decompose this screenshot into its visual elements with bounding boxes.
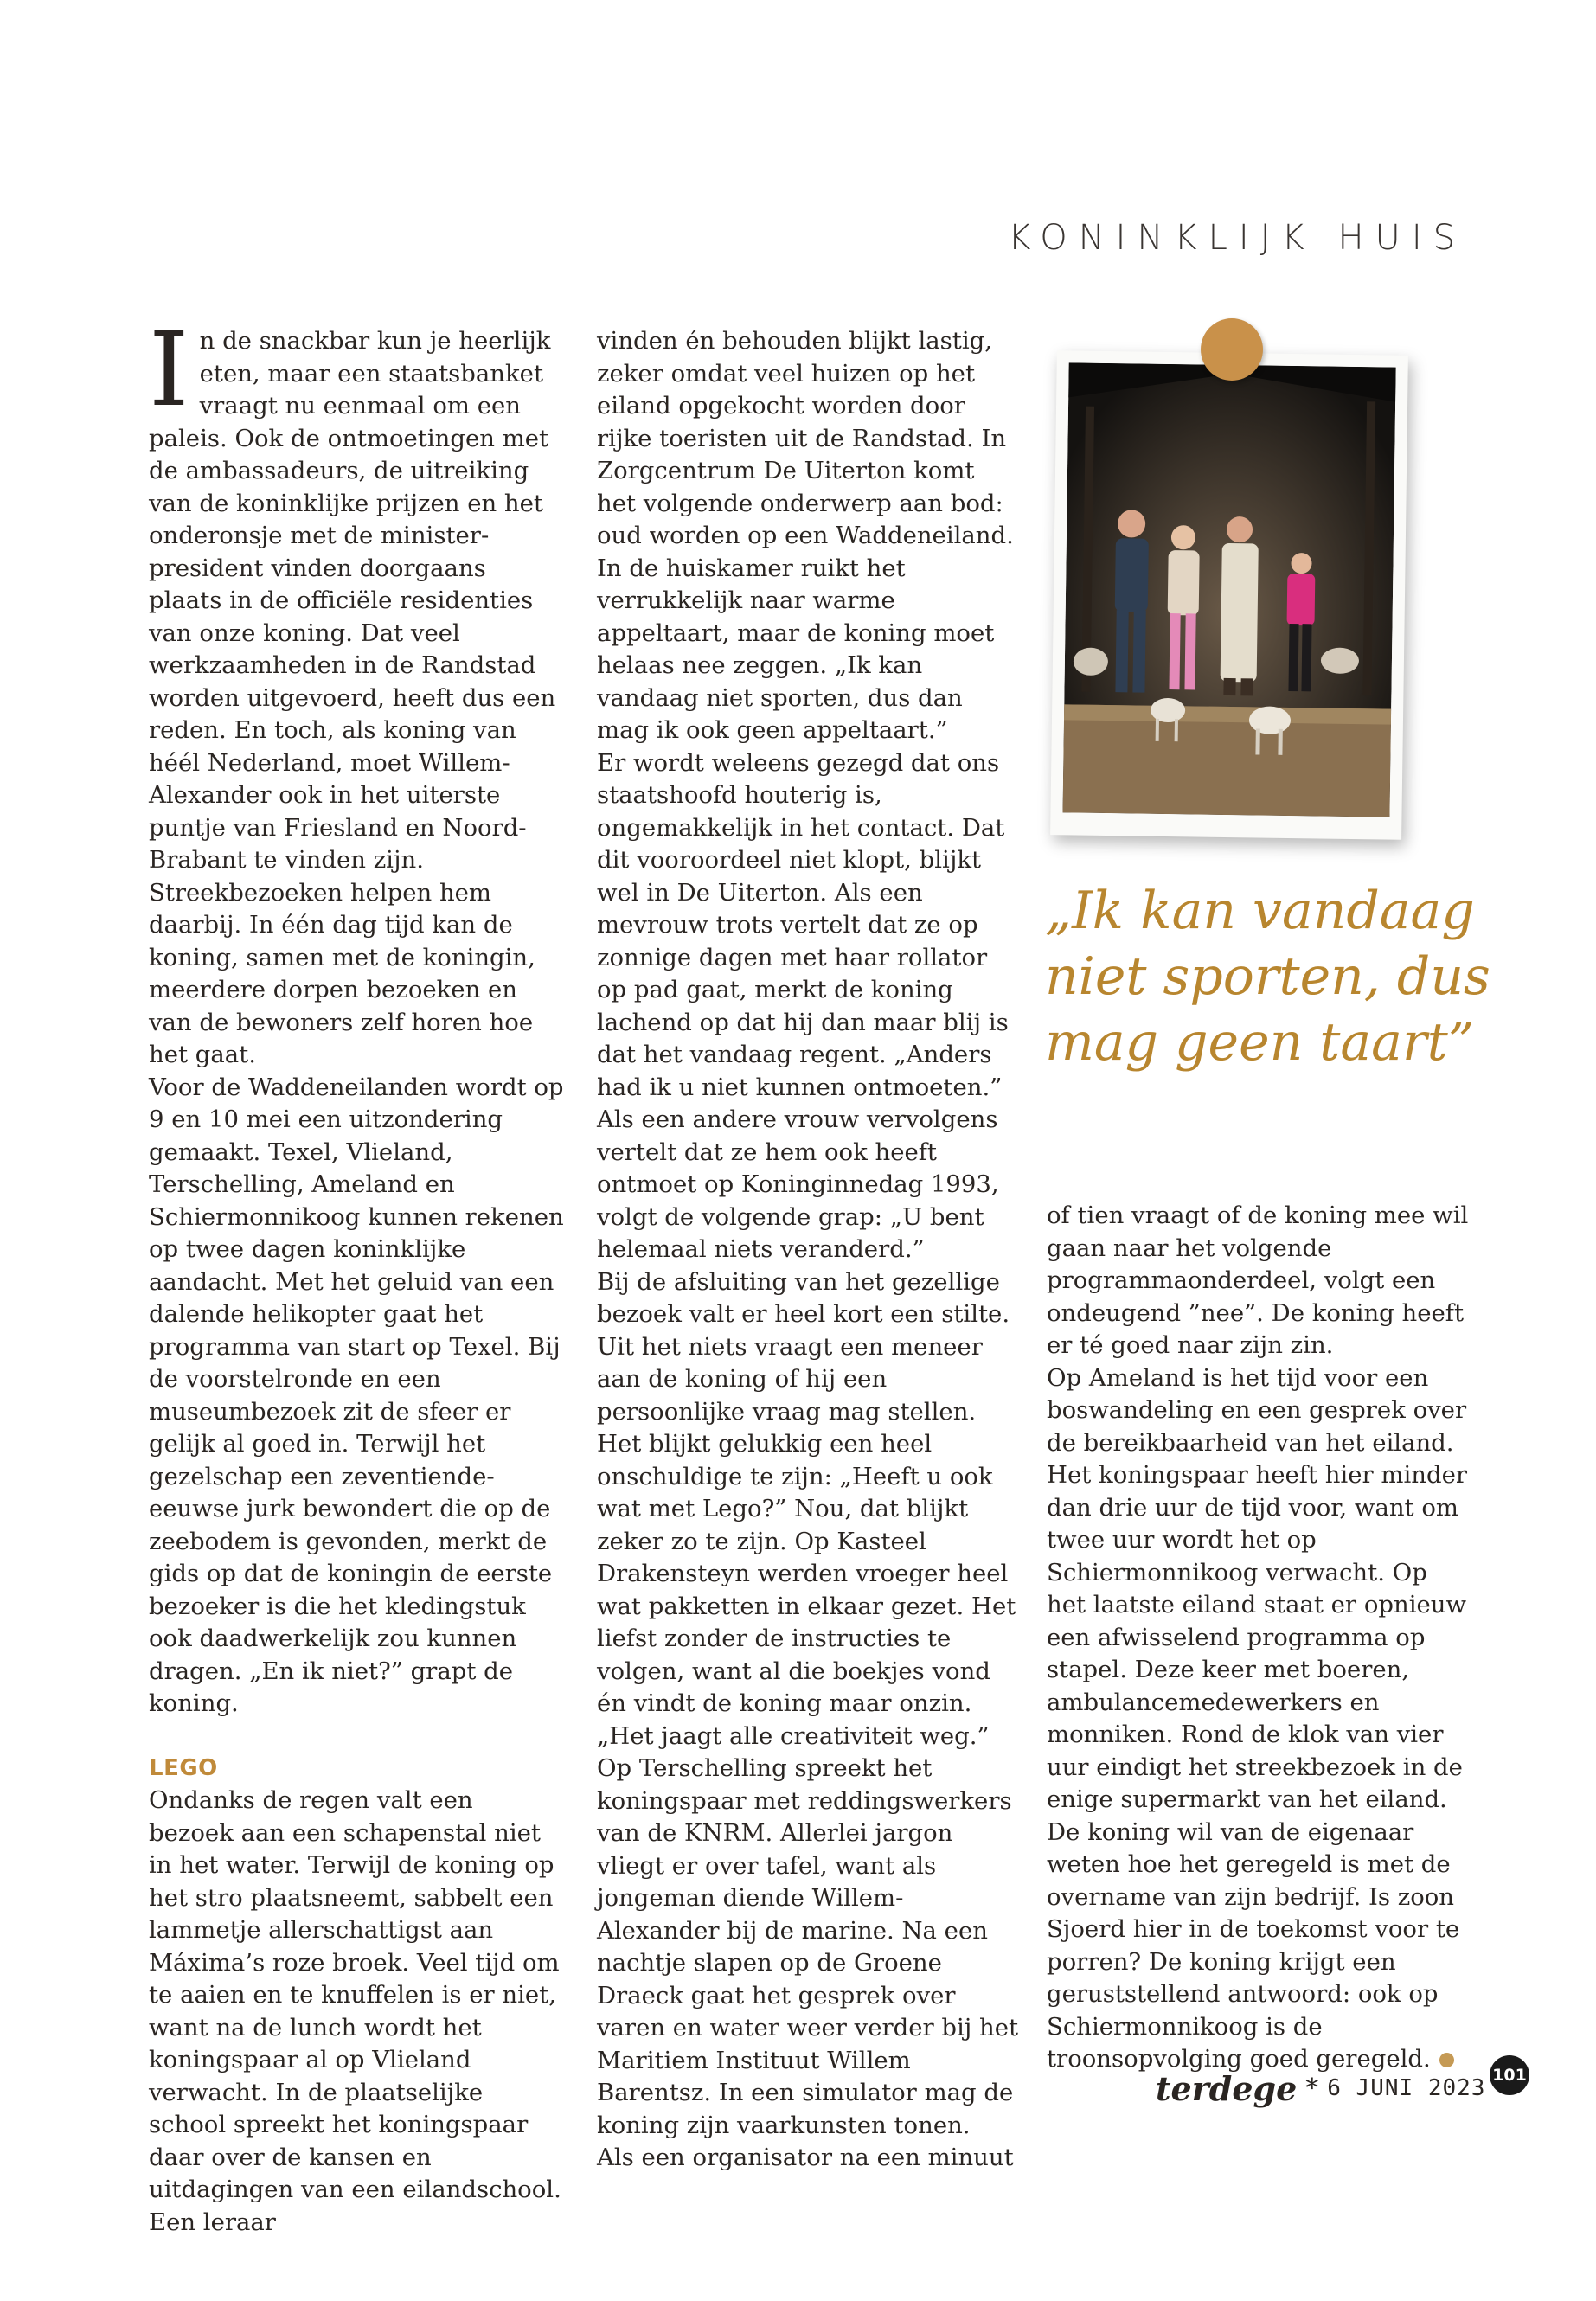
body-paragraph: vinden én behouden blijkt lastig, zeker omdat veel huizen op het eiland opgekocht worden door rijke toeristen uit de Randstad. In Zorgcentrum De Uiterton komt het volgende onderwerp aan bod: oud worden op een Waddeneiland. In de huiskamer ruikt het verrukkelijk naar warme appeltaart, maar de koning moet helaas nee zeggen. „Ik kan vandaag niet sporten, dus dan mag ik ook geen appeltaart.” bbox=[597, 327, 1014, 744]
article-column-1 bbox=[149, 310, 564, 2239]
body-paragraph: Als een organisator na een minuut bbox=[597, 2144, 1014, 2171]
section-label: KONINKLIJK HUIS bbox=[1008, 218, 1466, 258]
body-paragraph: Ondanks de regen valt een bezoek aan een schapenstal niet in het water. Terwijl de koning op het stro plaatsneemt, sabbelt een lammetje allerschattigst aan Máxima’s roze broek. Veel tijd om te aaien en te knuffelen is er niet, want na de lunch wordt het koningspaar al op Vlieland verwacht. In de plaatselijke school spreekt het koningspaar daar over de kansen en uitdagingen van een eilandschool. Een leraar bbox=[149, 1786, 561, 2236]
magazine-logo: terdege bbox=[1156, 2068, 1298, 2108]
body-paragraph: Er wordt weleens gezegd dat ons staatshoofd houterig is, ongemakkelijk in het contact. Dat dit vooroordeel niet klopt, blijkt wel in De Uiterton. Als een mevrouw trots vertelt dat ze op zonnige dagen met haar rollator op pad gaat, merkt de koning lachend op dat hij dan maar blij is dat het vandaag regent. „Anders had ik u niet kunnen ontmoeten.” Als een andere vrouw vervolgens vertelt dat ze hem ook heeft ontmoet op Koninginnedag 1993, volgt de volgende grap: „U bent helemaal niets veranderd.” bbox=[597, 748, 1009, 1263]
drop-cap: I bbox=[149, 310, 189, 429]
body-paragraph: Op Terschelling spreekt het koningspaar met reddingswerkers van de KNRM. Allerlei jargon vliegt er over tafel, want als jongeman diende Willem-Alexander bij de marine. Na een nachtje slapen op de Groene Draeck gaat het gesprek over varen en water weer verder bij het Maritiem Instituut Willem Barentsz. In een simulator mag de koning zijn vaarkunsten tonen. bbox=[597, 1754, 1019, 2139]
page-number: 101 bbox=[1490, 2055, 1529, 2095]
body-paragraph: of tien vraagt of de koning mee wil gaan naar het volgende programmaonderdeel, volgt een ondeugend ”nee”. De koning heeft er té goed naar zijn zin. bbox=[1047, 1202, 1469, 1359]
article-column-2 bbox=[597, 325, 1021, 2175]
intro-text: n de snackbar kun je heerlijk eten, maar een staatsbanket vraagt nu eenmaal om een paleis. Ook de ontmoetingen met de ambassadeurs, de uitreiking van de koninklijke prijzen en het onderonsje met de minister-president vinden doorgaans plaats in de officiële residenties van onze koning. Dat veel werkzaamheden in de Randstad worden uitgevoerd, heeft dus een reden. En toch, als koning van héél Nederland, moet Willem-Alexander ook in het uiterste puntje van Friesland en Noord-Brabant te vinden zijn. Streekbezoeken helpen hem daarbij. In één dag tijd kan de koning, samen met de koningin, meerdere dorpen bezoeken en van de bewoners zelf horen hoe het gaat. bbox=[149, 327, 556, 1068]
photo-polaroid bbox=[1050, 350, 1408, 840]
page-footer bbox=[1156, 2062, 1485, 2114]
issue-date: 6 JUNI 2023 bbox=[1327, 2075, 1486, 2101]
pull-quote: „Ik kan vandaag niet sporten, dus mag geen taart” bbox=[1045, 881, 1490, 1073]
article-column-3 bbox=[1047, 1200, 1471, 2076]
subheading: LEGO bbox=[149, 1754, 218, 1781]
closing-text: Op Ameland is het tijd voor een boswandeling en een gesprek over de bereikbaarheid van het eiland. Het koningspaar heeft hier minder dan drie uur de tijd voor, want om twee uur wordt het op Schiermonnikoog verwacht. Op het laatste eiland staat er opnieuw een afwisselend programma op stapel. Deze keer met boeren, ambulancemedewerkers en monniken. Rond de klok van vier uur eindigt het streekbezoek in de enige supermarkt van het eiland. De koning wil van de eigenaar weten hoe het geregeld is met de overname van zijn bedrijf. Is zoon Sjoerd hier in de toekomst voor te porren? De koning krijgt een geruststellend antwoord: ook op Schiermonnikoog is de troonsopvolging goed geregeld. bbox=[1047, 1363, 1467, 2073]
body-paragraph: Bij de afsluiting van het gezellige bezoek valt er heel kort een stilte. Uit het niets vraagt een meneer aan de koning of hij een persoonlijke vraag mag stellen. Het blijkt gelukkig een heel onschuldige te zijn: „Heeft u ook wat met Lego?” Nou, dat blijkt zeker zo te zijn. Op Kasteel Drakensteyn werden vroeger heel wat pakketten in elkaar gezet. Het liefst zonder de instructies te volgen, want al die boekjes vond én vindt de koning maar onzin. „Het jaagt alle creativiteit weg.” bbox=[597, 1267, 1016, 1750]
footer-separator: * bbox=[1305, 2073, 1319, 2104]
barn-photo bbox=[1062, 362, 1395, 817]
intro-paragraph bbox=[149, 310, 564, 1072]
body-paragraph: Voor de Waddeneilanden wordt op 9 en 10 mei een uitzondering gemaakt. Texel, Vlieland, Terschelling, Ameland en Schiermonnikoog kunnen rekenen op twee dagen koninklijke aandacht. Met het geluid van een dalende helikopter gaat het programma van start op Texel. Bij de voorstelronde en een museumbezoek zit de sfeer er gelijk al goed in. Terwijl het gezelschap een zeventiende-eeuwse jurk bewondert die op de zeebodem is gevonden, merkt de gids op dat de koningin de eerste bezoeker is die het kledingstuk ook daadwerkelijk zou kunnen dragen. „En ik niet?” grapt de koning. bbox=[149, 1073, 564, 1717]
body-paragraph bbox=[1047, 1362, 1471, 2076]
pin-decoration bbox=[1201, 318, 1263, 381]
